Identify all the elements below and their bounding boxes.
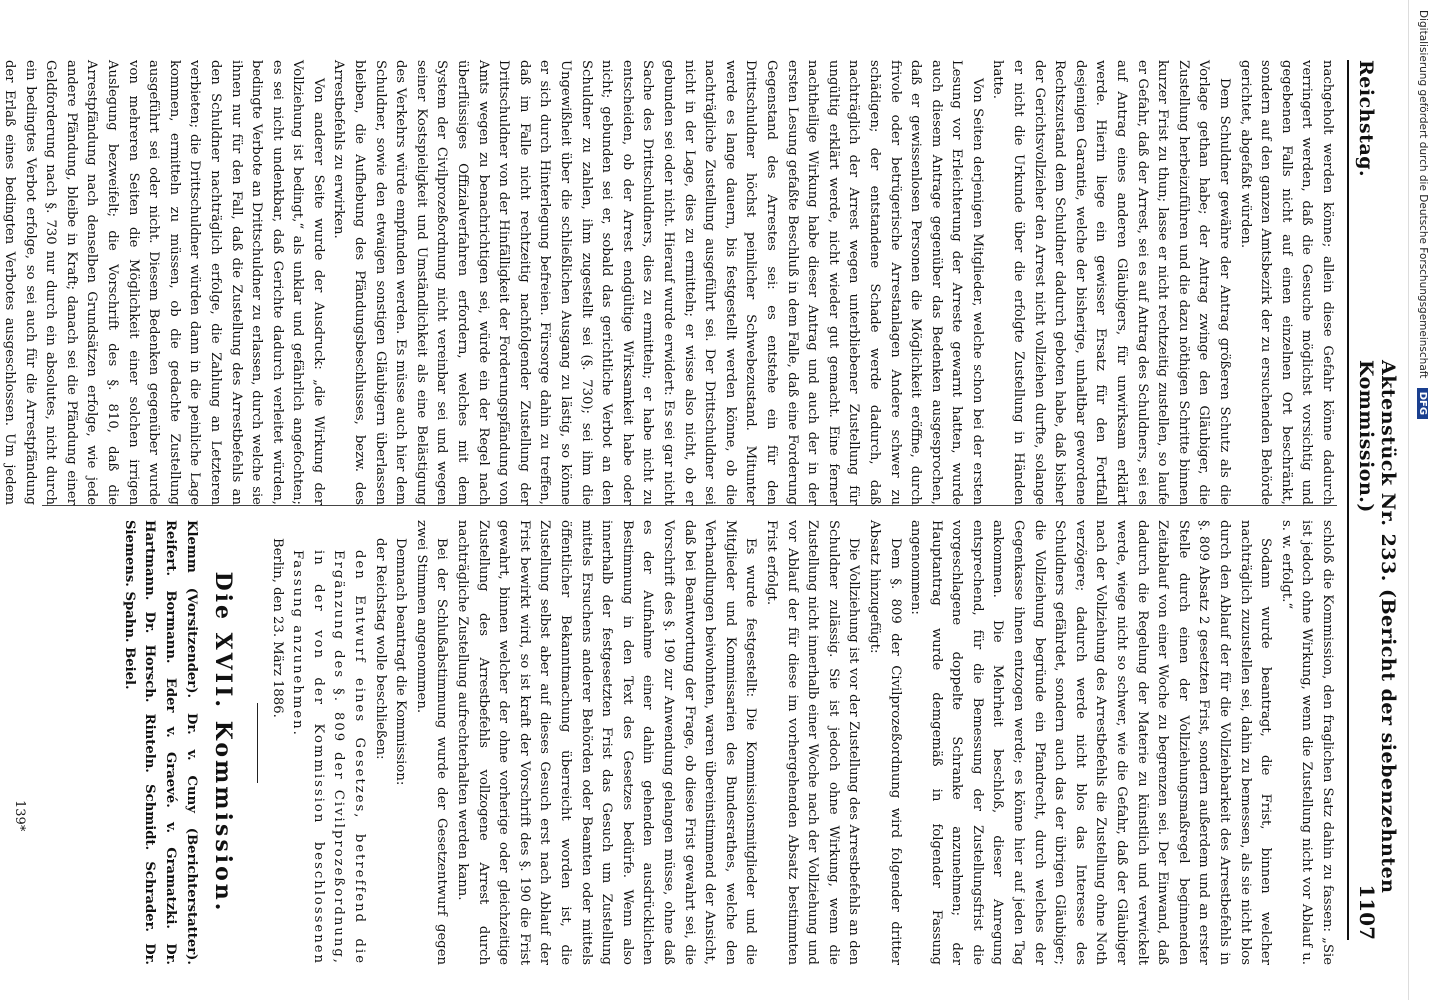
left-paragraph-3: Von Seiten derjenigen Mitglieder, welche schon bei der ersten Lesung vor Erleichterung der Arreste gewarnt hatten, wurde auch diesem Antrage gegenüber das Bedenken ausgesprochen, daß er gewissenlosen Personen die Möglichkeit eröffne, durch frivole oder betrügerische Arrestanlagen Andere schwer zu schädigen; der entstandene Schade werde dadurch, daß nachträglich der Arrest wegen unterbliebener Zustellung für ungültig erklärt werde, nicht wieder gut gemacht. Eine ferner nachtheilige Wirkung habe dieser Antrag und auch der in der ersten Lesung gefaßte Beschluß in dem Falle, daß eine Forderung Gegenstand des Arrestes sei: es entstehe ein für den Drittschuldner höchst peinlicher Schwebezustand. Mitunter werde es lange dauern, bis festgestellt werden könne, ob die nachträgliche Zustellung ausgeführt sei. Der Drittschuldner sei nicht in der Lage, dies zu ermitteln; er wisse also nicht, ob er gebunden sei oder nicht. Hierauf wurde erwidert: Es sei gar nicht Sache des Drittschuldners, dies zu ermitteln; er habe nicht zu entscheiden, ob der Arrest endgültige Wirksamkeit habe oder nicht; gebunden sei er, sobald das gerichtliche Verbot an den Schuldner zu zahlen, ihm zugestellt sei (§. 730); sei ihm die Ungewißheit über die schließlichen Ausgang zu lästig, so könne er sich durch Hinterlegung befreien. Fürsorge dahin zu treffen, daß im Falle nicht rechtzeitig nachfolgender Zustellung der Drittschuldner von der Hinfälligkeit der Forderungspfändung von Amts wegen zu benachrichtigen sei, würde ein der Regel nach überflüssiges Offizialverfahren erfordern, welches mit dem System der Civilprozeßordnung nicht vereinbar sei und wegen seiner Kostspieligkeit und Umständlichkeit als eine Belästigung des Verkehrs würde empfunden werden. Es müsse auch hier dem Schuldner, sowie den etwaigen sonstigen Gläubigern überlassen bleiben, die Aufhebung des Pfändungsbeschlusses, bezw. des Arrestbefehls zu erwirken. [331, 60, 985, 505]
right-paragraph-4: Die Vollziehung ist vor der Zustellung des Arrestbefehls an den Schuldner zulässig. Sie ist jedoch ohne Wirkung, wenn die Zustellung nicht innerhalb einer Woche nach der Vollziehung und vor Ablauf der für diese im vorhergehenden Absatz bestimmten Frist erfolgt. [763, 520, 862, 965]
left-paragraph-1: nachgeholt werden könne; allein diese Gefahr könne dadurch verringert werden, daß die Gesuche möglichst vorsichtig und gegebenen Falls nicht auf einen einzelnen Ort beschränkt, sondern auf den ganzen Amtsbezirk der zu ersuchenden Behörde gerichtet, abgefaßt würden. [1237, 60, 1335, 505]
right-paragraph-2: Sodann wurde beantragt, die Frist, binnen welcher nachträglich zuzustellen sei, dahin zu bemessen, als sie nicht blos durch den Ablauf der für die Vollziehbarkeit des Arrestbefehls in §. 809 Absatz 2 gesetzten Frist, sondern außerdem und an erster Stelle durch einen der Vollziehungsmaßregel beginnenden Zeitablauf von einer Woche zu begrenzen sei. Der Einwand, daß dadurch die Regelung der Materie zu künstlich und verwickelt werde, wiege nicht so schwer, wie die Gefahr, daß der Gläubiger nach der Vollziehung des Arrestbefehls die Zustellung ohne Noth verzögere; dadurch werde nicht blos das Interesse des Schuldners gefährdet, sondern auch das der übrigen Gläubiger; die Vollziehung begründe ein Pfandrecht, durch welches der Gegenkasse ihnen entzogen werde; es könne hier auf jeden Tag ankommen. Die Mehrheit beschloß, dieser Anregung entsprechend, für die Bemessung der Zustellungsfrist die vorgeschlagene doppelte Schranke anzunehmen; der Hauptantrag wurde demgemäß in folgender Fassung angenommen: [908, 520, 1274, 965]
left-paragraph-2: Dem Schuldner gewähre der Antrag größeren Schutz als die Vorlage gethan habe; der Antrag zwinge den Gläubiger, die Zustellung herbeizuführen und die dazu nöthigen Schritte binnen kurzer Frist zu thun; lasse er nicht rechtzeitig zustellen, so laufe er Gefahr, daß der Arrest, sei es auf Antrag des Schuldners, sei es auf Antrag eines anderen Gläubigers, für unwirksam erklärt werde. Hierin liege ein gewisser Ersatz für den Fortfall desjenigen Garantie, welche der bisherige, unhaltbar gewordene Rechtszustand dem Schuldner dadurch geboten habe, daß bisher der Gerichtsvollzieher den Arrest nicht vollziehen durfte, solange er nicht die Urkunde über die erfolgte Zustellung in Händen hatte. [990, 60, 1233, 505]
right-paragraph-3: Dem §. 809 der Civilprozeßordnung wird folgender dritter Absatz hinzugefügt: [866, 520, 903, 965]
motion-text: den Entwurf eines Gesetzes, betreffend die Ergänzung des §. 809 der Civilprozeßordnung, in der von der Kommission beschlossenen Fassung anzunehmen. [290, 550, 368, 965]
right-column [37, 520, 1337, 965]
dfg-logo: DFG [1417, 388, 1428, 419]
header-document-title: Aktenstück Nr. 233. (Bericht der siebenzehnten Kommission.) [1355, 360, 1399, 894]
left-column [2, 60, 1337, 505]
column-divider [42, 505, 1337, 506]
right-paragraph-7: Demnach beantragt die Kommission: [393, 538, 409, 786]
signatures: Klemm (Vorsitzender). Dr. v. Cuny (Berichterstatter). Reifert. Bormann. Eder v. Graevé. v. Gramatzki. Dr. Hartmann. Dr. Horsch. Rinteln. Schmidt. Schrader. Dr. Siemens. Spahn. Beiel. [121, 520, 199, 965]
sidebar-text: Digitalisierung gefördert durch die Deutsche Forschungsgemeinschaft [1417, 10, 1429, 379]
right-paragraph-8: der Reichstag wolle beschließen: [372, 538, 388, 760]
sidebar-caption [1413, 10, 1429, 1000]
place-date: Berlin, den 23. März 1886. [269, 538, 285, 718]
page-header [1347, 60, 1399, 940]
page-number: 1107 [1355, 884, 1379, 940]
header-left-title: Reichstag. [1355, 60, 1377, 178]
left-paragraph-4: Von anderer Seite wurde der Ausdruck: „die Wirkung der Vollziehung ist bedingt,“ als unklar und gefährlich angefochten; es sei nicht undenkbar, daß Gerichte dadurch verleitet würden, bedingte Verbote an Drittschuldner zu erlassen, durch welche sie ihnen nur für den Fall, daß die Zustellung des Arrestbefehls an den Schuldner nachträglich erfolge, die Zahlung an Letzteren verbieten; die Drittschuldner würden dann in die peinliche Lage kommen, ermitteln zu müssen, ob die gedachte Zustellung ausgeführt sei oder nicht. Diesem Bedenken gegenüber wurde von mehreren Seiten die Möglichkeit einer solchen irrigen Auslegung bezweifelt; die Vorschrift des §. 810, daß die Arrestpfändung nach denselben Grundsätzen erfolge, wie jede andere Pfändung, bleibe in Kraft; danach sei die Pfändung einer Geldforderung nach §. 730 nur durch ein absolutes, nicht durch ein bedingtes Verbot erfolge, so sei auch für die Arrestpfändung der Erlaß eines bedingten Verbotes ausgeschlossen. Um jedem [2, 60, 326, 505]
right-paragraph-1: schloß die Kommission, den fraglichen Satz dahin zu fassen: „Sie ist jedoch ohne Wirkung, wenn die Zustellung nicht vor Ablauf u. s. w. erfolgt.“ [1278, 520, 1335, 965]
commission-title: Die XVII. Kommission. [210, 571, 237, 914]
separator-rule [257, 703, 258, 783]
digitization-sidebar [1408, 0, 1433, 1000]
right-paragraph-5: Es wurde festgestellt: Die Kommissionsmitglieder und die Mitglieder und Kommissarien des Bundesrathes, welche den Verhandlungen beiwohnten, waren übereinstimmend der Ansicht, daß bei Beantwortung der Frage, ob diese Frist gewahrt sei, die Vorschrift des §. 190 zur Anwendung gelangen müsse, ohne daß es der Aufnahme einer dahin gehenden ausdrücklichen Bestimmung in den Text des Gesetzes bedürfe. Wenn also innerhalb der festgesetzten Frist das Gesuch um Zustellung mittels Ersuchens anderer Behörden oder Beamten oder mittels öffentlicher Bekanntmachung überreicht worden ist, die Zustellung selbst aber auf dieses Gesuch erst nach Ablauf der Frist bewirkt wird, so ist kraft der Vorschrift des §. 190 die Frist gewahrt, binnen welcher der ohne vorherige oder gleichzeitige Zustellung des Arrestbefehls vollzogene Arrest durch nachträgliche Zustellung aufrechterhalten werden kann. [455, 520, 759, 965]
marginal-note: 139* [12, 800, 27, 832]
right-paragraph-6: Bei der Schlußabstimmung wurde der Gesetzentwurf gegen zwei Stimmen angenommen. [413, 520, 450, 965]
